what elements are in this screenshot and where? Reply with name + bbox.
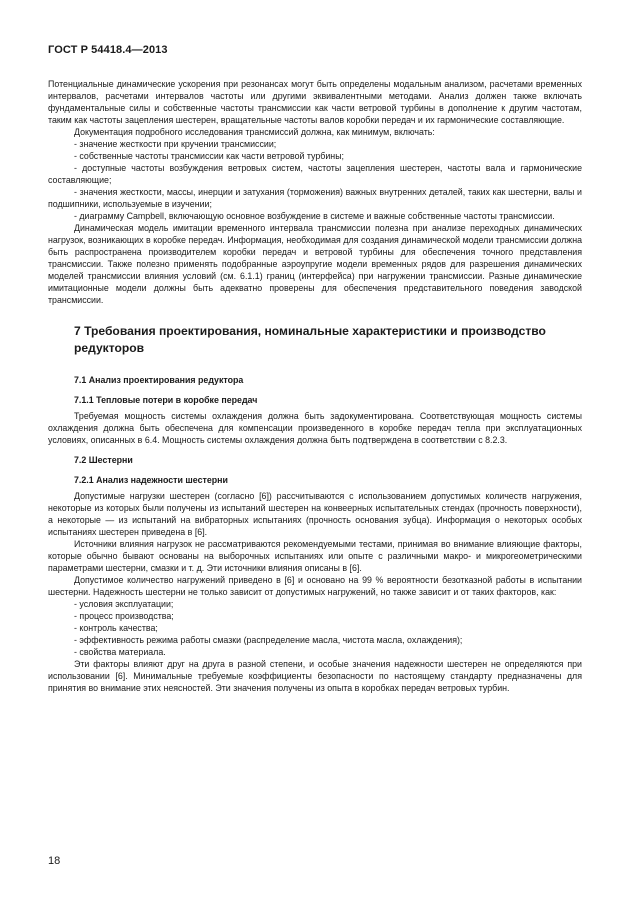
factors-list (48, 598, 582, 658)
standard-header: ГОСТ Р 54418.4—2013 (48, 44, 168, 56)
page-body (48, 78, 582, 694)
paragraph-7-1-1: Требуемая мощность системы охлаждения должна быть задокументирована. Соответствующая мощность системы охлаждения должна быть обеспечена для компенсации произведенного в коробке передач тепла при эксплуатационных условиях, описанных в 6.4. Мощность системы охлаждения должна быть подтверждена в соответствии с 8.2.3. (48, 411, 582, 445)
list-item: - диаграмму Campbell, включающую основное возбуждение в системе и важные собственные частоты трансмиссии. (74, 211, 555, 221)
list-item: - контроль качества; (74, 623, 158, 633)
list-item: - эффективность режима работы смазки (распределение масла, чистота масла, охлаждения); (74, 635, 463, 645)
list-item: - доступные частоты возбуждения ветровых систем, частоты зацепления шестерен, частоты вала и гармонические составляющие; (48, 163, 582, 185)
list-item: - значения жесткости, массы, инерции и затухания (торможения) важных внутренних деталей, таких как шестерни, валы и подшипники, используемые в изучении; (48, 187, 582, 209)
list-item: - свойства материала. (74, 647, 166, 657)
list-item: - значение жесткости при кручении трансмиссии; (74, 139, 277, 149)
intro-paragraph: Потенциальные динамические ускорения при резонансах могут быть определены модальным анализом, расчетами временных интервалов, расчетами интервалов частоты или другими эквивалентными методами. Анализ должен также включать фундаментальные силы и собственные частоты трансмиссии как части ветровой турбины в дополнение к другим частотам, таким как частоты зацепления шестерен, вращательные частоты валов коробки передач и их гармонические составляющие. (48, 79, 582, 125)
page-number: 18 (48, 855, 61, 867)
section-7-heading: 7 Требования проектирования, номинальные характеристики и производство редукторов (74, 324, 546, 355)
paragraph-7-2-1-a: Допустимые нагрузки шестерен (согласно [6]) рассчитываются с использованием допустимых количеств нагружения, некоторые из которых были получены из испытаний шестерен на конвеерных испытательных стендах (прочность поверхности), а некоторые — из испытаний на вибраторных испытаниях (прочность основания зубца). Информация о некоторых особых испытаниях шестерен приведена в [6]. (48, 491, 582, 537)
paragraph-7-2-1-d: Эти факторы влияют друг на друга в разной степени, и особые значения надежности шестерен не определяются при использовании [6]. Минимальные требуемые коэффициенты безопасности по настоящему стандарту предназначены для принятия во внимание этих неясностей. Эти значения получены из опыта в коробках передач ветровых турбин. (48, 659, 582, 693)
documentation-list (48, 138, 582, 222)
section-7-1-1-heading: 7.1.1 Тепловые потери в коробке передач (74, 395, 258, 405)
list-item: - собственные частоты трансмиссии как части ветровой турбины; (74, 151, 345, 161)
section-7-1-heading: 7.1 Анализ проектирования редуктора (74, 375, 244, 385)
section-7-2-heading: 7.2 Шестерни (74, 455, 133, 465)
documentation-lead: Документация подробного исследования трансмиссий должна, как минимум, включать: (74, 127, 435, 137)
paragraph-7-2-1-c: Допустимое количество нагружений приведено в [6] и основано на 99 % вероятности безотказной работы в испытании шестерни. Надежность шестерни не только зависит от допустимых нагружений, но также зависит и от таких факторов, как: (48, 575, 582, 597)
paragraph-7-2-1-b: Источники влияния нагрузок не рассматриваются рекомендуемыми тестами, принимая во внимание влияющие факторы, которые обычно бывают основаны на выборочных испытаниях или опыте с различными макро- и микрогеометрическими параметрами шестерни, смазки и т. д. Эти источники влияния описаны в [6]. (48, 539, 582, 573)
dynamic-model-paragraph: Динамическая модель имитации временного интервала трансмиссии полезна при анализе переходных динамических нагрузок, возникающих в коробке передач. Информация, необходимая для создания динамической модели трансмиссии должна быть распространена производителем коробки передач и ветровой турбины для обеспечения точного представления трансмиссии. Также полезно применять подобранные аэроупругие модели временных рядов для разрешения динамических моделей трансмиссии влияния условий (см. 6.1.1) границ (интерфейса) при нагружении трансмиссии. Разные динамические имитационные модели должны быть адекватно проверены для обеспечения представительного поведения заводской трансмиссии. (48, 223, 582, 305)
list-item: - процесс производства; (74, 611, 174, 621)
section-7-2-1-heading: 7.2.1 Анализ надежности шестерни (74, 475, 228, 485)
list-item: - условия эксплуатации; (74, 599, 174, 609)
